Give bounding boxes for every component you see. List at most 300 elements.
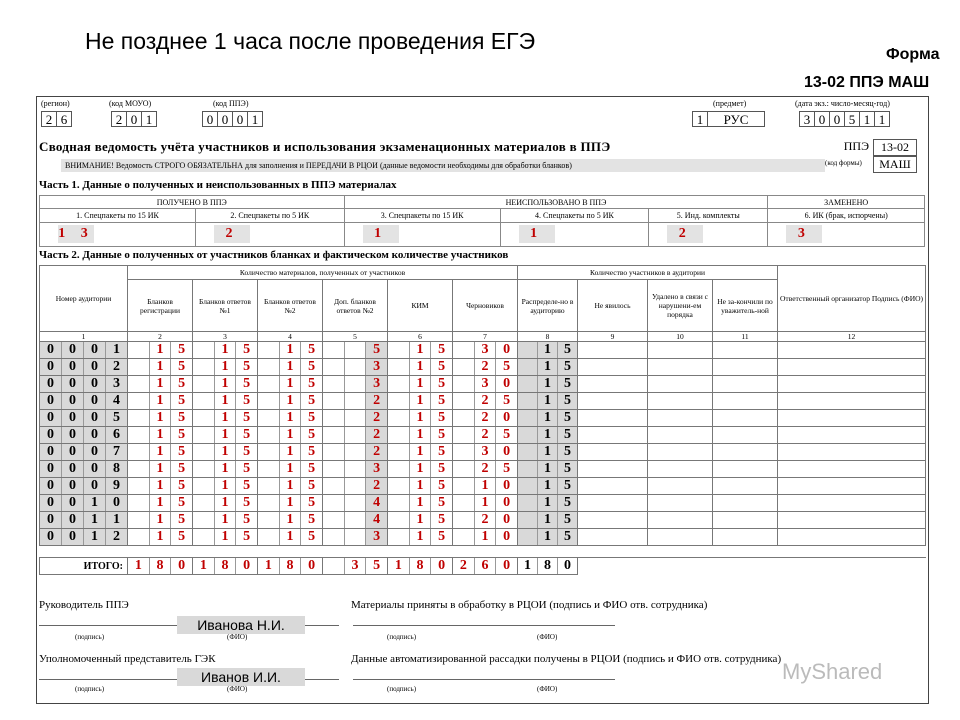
head-fio-caption: (ФИО) xyxy=(227,633,248,641)
digit-cell: 9 xyxy=(106,478,127,494)
digit-cell: 5 xyxy=(438,359,446,374)
empty-cell xyxy=(778,461,926,478)
digit-cell xyxy=(518,342,538,358)
digit-cell: 2 xyxy=(106,529,127,545)
value-c8 xyxy=(518,512,577,528)
value-c3 xyxy=(193,342,257,358)
total-c4-cell xyxy=(258,558,323,575)
empty-cell xyxy=(713,342,778,359)
value-c8 xyxy=(518,410,577,426)
part1-item-value-cell xyxy=(196,222,345,247)
digit-cell: 1 xyxy=(538,359,558,375)
value-c8 xyxy=(518,376,577,392)
digit-cell: 5 xyxy=(243,410,251,425)
value-c7-cell xyxy=(453,461,518,478)
value-c7-cell xyxy=(453,376,518,393)
digit-cell: 5 xyxy=(438,529,446,544)
digit-cell xyxy=(258,478,280,494)
digit-cell xyxy=(193,427,215,443)
value-c8-cell xyxy=(518,427,578,444)
col-header: Не за-кончили по уважитель-ной xyxy=(713,280,778,332)
digit-cell xyxy=(345,376,367,392)
total-c6-cell xyxy=(388,558,453,575)
value-c4-cell xyxy=(258,359,323,376)
unused-header: НЕИСПОЛЬЗОВАНО В ППЭ xyxy=(344,196,768,209)
digit-cell: 5 xyxy=(438,444,446,459)
digit-cell xyxy=(518,359,538,375)
digit-cell xyxy=(453,478,475,494)
value-c7-cell xyxy=(453,495,518,512)
aud-number-cell xyxy=(40,444,128,461)
digit-cell: 0 xyxy=(40,393,62,409)
digit-cell xyxy=(193,410,215,426)
value-c4-cell xyxy=(258,512,323,529)
digit-cell: 0 xyxy=(62,461,84,477)
value-c2-cell xyxy=(128,393,193,410)
digit-cell xyxy=(518,478,538,494)
digit-cell: 5 xyxy=(558,376,577,392)
digit-cell xyxy=(453,512,475,528)
digit-cell: 3 xyxy=(366,376,387,392)
empty-cell xyxy=(778,410,926,427)
value-c6 xyxy=(388,376,452,392)
value-c8-cell xyxy=(518,529,578,546)
value-c7-cell xyxy=(453,359,518,376)
table-row xyxy=(40,393,926,410)
digit-cell: 6 xyxy=(475,558,497,574)
value-c4-cell xyxy=(258,393,323,410)
digit-cell: 0 xyxy=(178,558,186,573)
auto-sign-caption: (подпись) xyxy=(387,685,417,693)
digit-cell: 8 xyxy=(106,461,127,477)
value-c4-cell xyxy=(258,342,323,359)
value-c3 xyxy=(193,461,257,477)
digit-cell xyxy=(345,529,367,545)
value-c3 xyxy=(193,393,257,409)
gek-fio-caption: (ФИО) xyxy=(227,685,248,693)
region-digit: 2 xyxy=(41,111,57,127)
form-document xyxy=(36,96,929,704)
received-header: ПОЛУЧЕНО В ППЭ xyxy=(40,196,345,209)
part1-item-label: 5. Инд. комплекты xyxy=(649,209,768,222)
digit-cell xyxy=(518,427,538,443)
digit-cell: 0 xyxy=(503,529,511,544)
watermark-logo: MyShared xyxy=(782,659,883,684)
digit-cell: 1 xyxy=(538,478,558,494)
value-c8-cell xyxy=(518,376,578,393)
digit-cell: 1 xyxy=(84,495,106,511)
digit-cell xyxy=(388,478,410,494)
empty-cell xyxy=(713,393,778,410)
participants-table xyxy=(39,265,926,575)
total-c2-cell xyxy=(128,558,193,575)
aud-number-cell xyxy=(40,427,128,444)
digit-cell: 1 xyxy=(410,461,432,477)
value-c7-cell xyxy=(453,410,518,427)
digit-cell: 2 xyxy=(366,444,387,460)
digit-cell: 1 xyxy=(150,359,172,375)
digit-cell: 0 xyxy=(40,529,62,545)
digit-cell xyxy=(323,393,345,409)
digit-cell xyxy=(193,359,215,375)
digit-cell: 0 xyxy=(40,342,62,358)
digit-cell xyxy=(323,478,345,494)
part1-item-value-cell xyxy=(768,222,925,247)
digit-cell xyxy=(193,478,215,494)
digit-cell: 1 xyxy=(280,444,302,460)
value-c3 xyxy=(193,359,257,375)
digit-cell: 0 xyxy=(40,410,62,426)
digit-cell: 1 xyxy=(410,478,432,494)
digit-cell: 5 xyxy=(308,512,316,527)
value-c4-cell xyxy=(258,376,323,393)
digit-cell: 5 xyxy=(178,461,186,476)
value-c5 xyxy=(323,427,387,443)
digit-cell: 5 xyxy=(308,427,316,442)
digit-cell: 0 xyxy=(40,478,62,494)
digit-cell: 5 xyxy=(558,393,577,409)
digit-cell: 5 xyxy=(308,393,316,408)
digit-cell: 1 xyxy=(280,410,302,426)
value-c2-cell xyxy=(128,495,193,512)
value-c3-cell xyxy=(193,410,258,427)
digit-cell: 1 xyxy=(150,478,172,494)
digit-cell xyxy=(193,444,215,460)
date-digit: 3 xyxy=(799,111,815,127)
digit-cell xyxy=(323,444,345,460)
value-c6 xyxy=(388,495,452,511)
value-c4-cell xyxy=(258,478,323,495)
value-c3-cell xyxy=(193,478,258,495)
total-c5 xyxy=(323,558,387,574)
empty-cell xyxy=(713,478,778,495)
digit-cell: 5 xyxy=(243,444,251,459)
part1-item-label: 1. Спецпакеты по 15 ИК xyxy=(40,209,196,222)
digit-cell: 0 xyxy=(106,495,127,511)
slide-title: Не позднее 1 часа после проведения ЕГЭ xyxy=(85,28,536,54)
digit-cell xyxy=(193,461,215,477)
digit-cell: 1 xyxy=(280,359,302,375)
value-c8-cell xyxy=(518,461,578,478)
warning-text: ВНИМАНИЕ! Ведомость СТРОГО ОБЯЗАТЕЛЬНА для заполнения и ПЕРЕДАЧИ В РЦОИ (данные ведомости необходимы для обработки бланков) xyxy=(61,159,825,172)
digit-cell xyxy=(323,410,345,426)
value-c5-cell xyxy=(323,410,388,427)
empty-cell xyxy=(713,461,778,478)
rcoi-sign-line xyxy=(353,625,615,626)
value-c5-cell xyxy=(323,342,388,359)
digit-cell: 5 xyxy=(178,342,186,357)
value-c2-cell xyxy=(128,427,193,444)
value-c3 xyxy=(193,376,257,392)
empty-cell xyxy=(648,427,713,444)
empty-cell xyxy=(778,495,926,512)
value-c8 xyxy=(518,393,577,409)
value-c3-cell xyxy=(193,512,258,529)
value-c3-cell xyxy=(193,495,258,512)
digit-cell: 2 xyxy=(453,558,475,574)
value-c8-cell xyxy=(518,444,578,461)
value-c3 xyxy=(193,529,257,545)
digit-cell xyxy=(518,376,538,392)
value-c6-cell xyxy=(388,427,453,444)
digit-cell: 0 xyxy=(438,558,446,573)
digit-cell: 1 xyxy=(538,461,558,477)
value-c2 xyxy=(128,529,192,545)
digit-cell xyxy=(323,495,345,511)
digit-cell: 0 xyxy=(564,558,571,573)
value-c7-cell xyxy=(453,427,518,444)
gek-label: Уполномоченный представитель ГЭК xyxy=(39,653,216,665)
empty-cell xyxy=(578,393,648,410)
empty-cell xyxy=(648,393,713,410)
value-c5 xyxy=(323,444,387,460)
digit-cell: 1 xyxy=(410,376,432,392)
empty-cell xyxy=(578,495,648,512)
aud-number-cell xyxy=(40,393,128,410)
digit-cell: 1 xyxy=(280,461,302,477)
col-aud-header: Номер аудитории xyxy=(40,266,128,332)
digit-cell: 0 xyxy=(84,376,106,392)
digit-cell xyxy=(453,359,475,375)
digit-cell: 1 xyxy=(215,495,237,511)
value-c6-cell xyxy=(388,444,453,461)
col-header: Бланков регистрации xyxy=(128,280,193,332)
part1-item-label: 3. Спецпакеты по 15 ИК xyxy=(344,209,500,222)
col-organizer-header: Ответственный организатор Подпись (ФИО) xyxy=(778,266,926,332)
empty-total xyxy=(778,558,926,575)
digit-cell: 5 xyxy=(243,478,251,493)
empty-cell xyxy=(778,427,926,444)
value-c6-cell xyxy=(388,342,453,359)
digit-cell: 5 xyxy=(438,478,446,493)
col-number: 6 xyxy=(388,332,453,342)
col-number: 5 xyxy=(323,332,388,342)
col-number: 2 xyxy=(128,332,193,342)
digit-cell: 5 xyxy=(308,444,316,459)
empty-cell xyxy=(648,461,713,478)
digit-cell xyxy=(388,376,410,392)
digit-cell xyxy=(128,393,150,409)
date-digit: 0 xyxy=(814,111,830,127)
digit-cell: 0 xyxy=(40,427,62,443)
digit-cell: 0 xyxy=(62,342,84,358)
value-c5-cell xyxy=(323,529,388,546)
total-label: ИТОГО: xyxy=(40,558,128,575)
col-number: 7 xyxy=(453,332,518,342)
digit-cell: 5 xyxy=(178,478,186,493)
part1-table xyxy=(39,195,925,247)
form-ppe: ППЭ xyxy=(843,139,869,153)
value-c7 xyxy=(453,342,517,358)
value-c7-cell xyxy=(453,393,518,410)
value-c8-cell xyxy=(518,393,578,410)
value-c8-cell xyxy=(518,495,578,512)
value-c4-cell xyxy=(258,529,323,546)
digit-cell: 2 xyxy=(366,427,387,443)
digit-cell: 0 xyxy=(503,342,511,357)
mouo-digit: 2 xyxy=(111,111,127,127)
empty-cell xyxy=(778,529,926,546)
col-number: 1 xyxy=(40,332,128,342)
digit-cell: 1 xyxy=(150,512,172,528)
value-c3-cell xyxy=(193,359,258,376)
digit-cell: 5 xyxy=(438,512,446,527)
value-c4-cell xyxy=(258,461,323,478)
digit-cell: 5 xyxy=(503,359,511,374)
value-c7 xyxy=(453,478,517,494)
value-c6-cell xyxy=(388,512,453,529)
table-row xyxy=(40,529,926,546)
digit-cell: 2 xyxy=(475,512,497,528)
value-c8-cell xyxy=(518,512,578,529)
digit-cell: 5 xyxy=(438,461,446,476)
digit-cell: 4 xyxy=(366,495,387,511)
empty-cell xyxy=(778,478,926,495)
digit-cell: 5 xyxy=(178,376,186,391)
mouo-cells xyxy=(111,111,156,127)
digit-cell: 5 xyxy=(178,393,186,408)
table-row xyxy=(40,495,926,512)
ppe-digit: 1 xyxy=(247,111,263,127)
digit-cell: 5 xyxy=(558,495,577,511)
digit-cell: 0 xyxy=(62,444,84,460)
value-c6 xyxy=(388,393,452,409)
aud-number-cell xyxy=(40,529,128,546)
aud-number xyxy=(40,376,127,392)
subject-name: РУС xyxy=(707,111,765,127)
digit-cell: 0 xyxy=(84,427,106,443)
digit-cell xyxy=(345,461,367,477)
aud-number xyxy=(40,512,127,528)
digit-cell: 5 xyxy=(308,342,316,357)
value-c6-cell xyxy=(388,393,453,410)
digit-cell: 1 xyxy=(258,558,280,574)
value-c7 xyxy=(453,529,517,545)
digit-cell: 1 xyxy=(280,512,302,528)
digit-cell xyxy=(128,512,150,528)
digit-cell xyxy=(323,512,345,528)
region-cells xyxy=(41,111,71,127)
form-code-box xyxy=(825,139,925,173)
digit-cell xyxy=(453,410,475,426)
value-c7 xyxy=(453,410,517,426)
digit-cell: 5 xyxy=(558,529,577,545)
empty-cell xyxy=(578,512,648,529)
digit-cell xyxy=(323,558,345,574)
value-c8 xyxy=(518,359,577,375)
digit-cell: 0 xyxy=(308,558,316,573)
digit-cell: 5 xyxy=(243,495,251,510)
digit-cell xyxy=(388,512,410,528)
digit-cell: 5 xyxy=(308,359,316,374)
digit-cell: 3 xyxy=(475,342,497,358)
part1-item-value: 2 xyxy=(667,225,703,243)
value-c8 xyxy=(518,342,577,358)
value-c6 xyxy=(388,427,452,443)
digit-cell: 2 xyxy=(366,393,387,409)
col-header: Удалено в связи с нарушени-ем порядка xyxy=(648,280,713,332)
col-number: 12 xyxy=(778,332,926,342)
value-c8-cell xyxy=(518,342,578,359)
digit-cell: 5 xyxy=(373,558,381,573)
total-c8 xyxy=(518,558,577,574)
digit-cell xyxy=(453,342,475,358)
aud-number xyxy=(40,444,127,460)
digit-cell: 1 xyxy=(518,558,538,574)
digit-cell: 5 xyxy=(438,410,446,425)
digit-cell: 1 xyxy=(538,410,558,426)
digit-cell xyxy=(453,444,475,460)
digit-cell: 0 xyxy=(40,461,62,477)
digit-cell: 5 xyxy=(243,342,251,357)
value-c4-cell xyxy=(258,427,323,444)
digit-cell: 1 xyxy=(475,478,497,494)
empty-cell xyxy=(713,529,778,546)
aud-number xyxy=(40,393,127,409)
digit-cell: 0 xyxy=(84,359,106,375)
digit-cell xyxy=(128,495,150,511)
digit-cell: 1 xyxy=(538,444,558,460)
col-number: 4 xyxy=(258,332,323,342)
value-c4 xyxy=(258,359,322,375)
empty-cell xyxy=(578,461,648,478)
materials-group-header: Количество материалов, полученных от участников xyxy=(128,266,518,280)
value-c7-cell xyxy=(453,529,518,546)
digit-cell: 5 xyxy=(308,461,316,476)
digit-cell: 1 xyxy=(128,558,150,574)
digit-cell xyxy=(453,461,475,477)
value-c7 xyxy=(453,461,517,477)
aud-number-cell xyxy=(40,495,128,512)
value-c7-cell xyxy=(453,342,518,359)
part1-item-label: 4. Спецпакеты по 5 ИК xyxy=(500,209,649,222)
rcoi-accept-label: Материалы приняты в обработку в РЦОИ (подпись и ФИО отв. сотрудника) xyxy=(351,599,708,611)
value-c4 xyxy=(258,478,322,494)
digit-cell xyxy=(388,427,410,443)
value-c3 xyxy=(193,427,257,443)
value-c2-cell xyxy=(128,342,193,359)
digit-cell: 2 xyxy=(475,427,497,443)
empty-cell xyxy=(578,427,648,444)
digit-cell xyxy=(518,495,538,511)
auto-sign-line xyxy=(353,679,615,680)
value-c5 xyxy=(323,512,387,528)
digit-cell xyxy=(258,512,280,528)
digit-cell: 5 xyxy=(178,410,186,425)
ppe-digit: 0 xyxy=(202,111,218,127)
value-c5 xyxy=(323,461,387,477)
value-c7 xyxy=(453,495,517,511)
digit-cell: 1 xyxy=(106,342,127,358)
digit-cell xyxy=(345,478,367,494)
empty-cell xyxy=(578,478,648,495)
digit-cell xyxy=(453,376,475,392)
mouo-label: (код МОУО) xyxy=(109,99,152,108)
value-c6-cell xyxy=(388,478,453,495)
digit-cell: 2 xyxy=(475,461,497,477)
value-c3-cell xyxy=(193,461,258,478)
value-c4 xyxy=(258,529,322,545)
digit-cell xyxy=(345,359,367,375)
empty-cell xyxy=(778,376,926,393)
aud-number xyxy=(40,478,127,494)
ppe-code-label: (код ППЭ) xyxy=(213,99,249,108)
subject-cells xyxy=(692,111,764,127)
value-c6-cell xyxy=(388,359,453,376)
digit-cell: 7 xyxy=(106,444,127,460)
col-header: КИМ xyxy=(388,280,453,332)
table-row xyxy=(40,376,926,393)
